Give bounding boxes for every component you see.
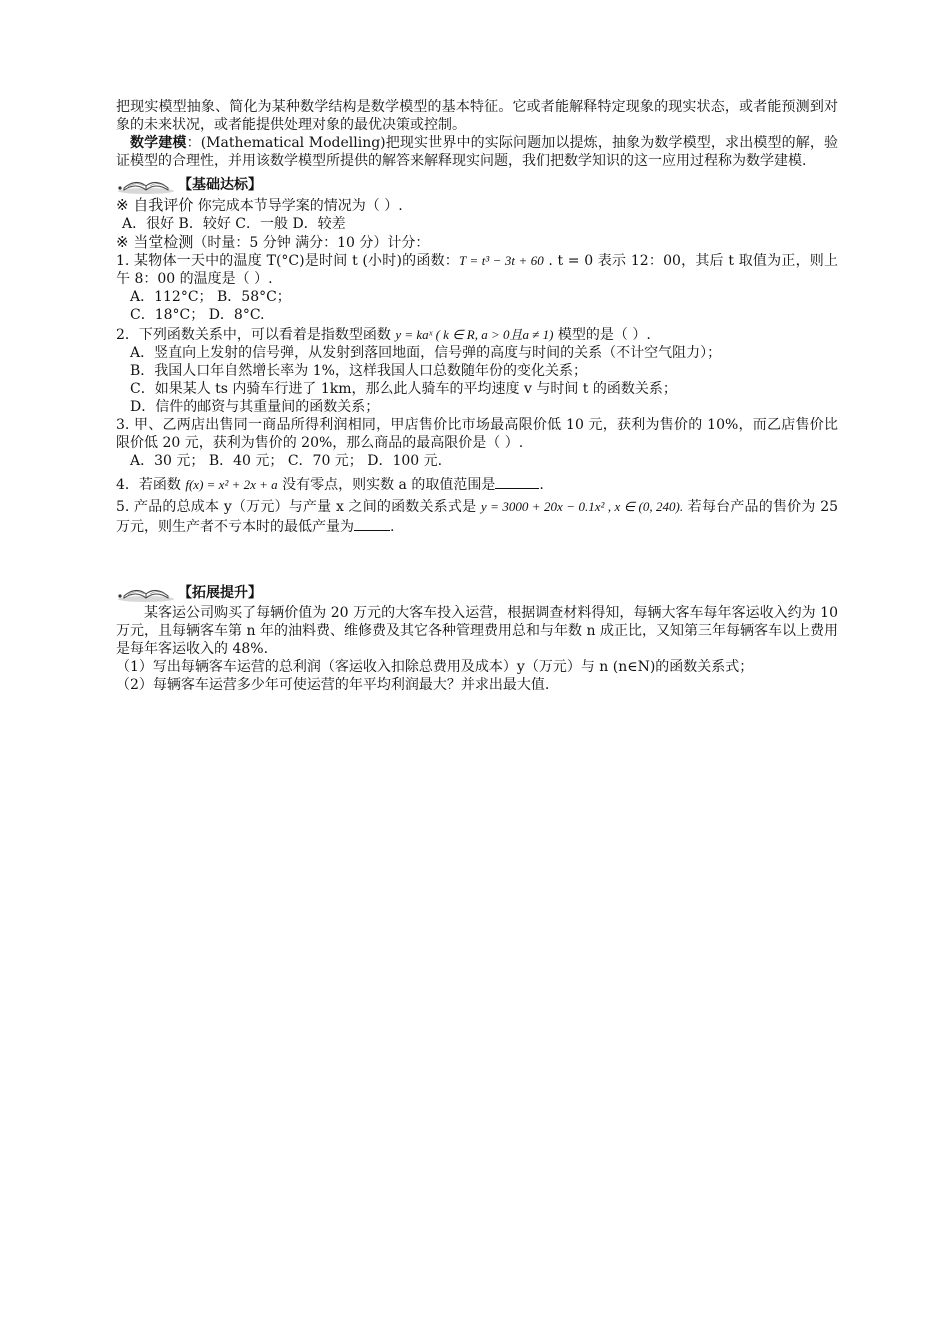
definition-term: 数学建模 — [130, 135, 187, 151]
question-5-period: . — [390, 519, 395, 535]
self-eval-options: A．很好 B．较好 C．一般 D．较差 — [122, 216, 346, 232]
question-4-period: . — [539, 477, 544, 493]
extension-part-1: （1）写出每辆客车运营的总利润（客运收入扣除总费用及成本）y（万元）与 n (n∈N)的函数关系式； — [116, 659, 754, 675]
self-eval-line — [116, 196, 838, 215]
section-title-extension: 【拓展提升】 — [178, 585, 262, 601]
question-1-text: 1. 某物体一天中的温度 T(°C)是时间 t (小时)的函数： — [116, 253, 460, 269]
question-1-formula: T = t³ − 3t + 60 — [459, 253, 544, 268]
question-5-formula: y = 3000 + 20x − 0.1x² , x ∈ (0, 240). — [480, 499, 684, 514]
self-eval-label: ※ 自我评价 — [116, 196, 194, 214]
question-5 — [116, 498, 838, 536]
question-3: 3. 甲、乙两店出售同一商品所得利润相同，甲店售价比市场最高限价低 10 元，获利为售价的 10%，而乙店售价比限价低 20 元，获利为售价的 20%，那么商品的最高限价是（ ）. — [116, 417, 838, 451]
intro-paragraph: 把现实模型抽象、简化为某种数学结构是数学模型的基本特征。它或者能解释特定现象的现实状态，或者能预测到对象的未来状况，或者能提供处理对象的最优决策或控制。 — [116, 99, 838, 133]
section-header-basic — [116, 174, 838, 196]
question-2-option-b: B．我国人口年自然增长率为 1%，这样我国人口总数随年份的变化关系； — [130, 363, 587, 379]
book-icon — [116, 582, 176, 604]
section-header-extension — [116, 582, 838, 604]
question-2-text-end: 模型的是（ ）. — [553, 327, 651, 343]
question-1 — [116, 252, 838, 288]
worksheet-page — [116, 98, 838, 694]
question-2-option-a: A．竖直向上发射的信号弹，从发射到落回地面，信号弹的高度与时间的关系（不计空气阻力）； — [130, 345, 722, 361]
extension-part-2: （2）每辆客车运营多少年可使运营的年平均利润最大？并求出最大值. — [116, 677, 550, 693]
self-eval-text: 你完成本节导学案的情况为（ ）. — [193, 198, 403, 214]
test-text: （时量：5 分钟 满分：10 分）计分： — [193, 235, 430, 251]
definition-paragraph — [116, 134, 838, 170]
test-label: ※ 当堂检测 — [116, 233, 194, 251]
question-2-option-c: C．如果某人 ts 内骑车行进了 1km，那么此人骑车的平均速度 v 与时间 t 的函数关系； — [130, 381, 677, 397]
question-2-option-d: D．信件的邮资与其重量间的函数关系； — [130, 399, 380, 415]
question-2-text: 2．下列函数关系中，可以看着是指数型函数 — [116, 327, 396, 343]
question-5-text-end: 若每台产品的售价为 25 万元，则生产者不亏本时的最低产量为 — [116, 499, 839, 535]
question-2 — [116, 326, 838, 344]
question-2-formula: y = kaˣ ( k ∈ R, a > 0且a ≠ 1) — [395, 327, 554, 342]
question-4-answer-blank[interactable] — [495, 474, 539, 489]
question-1-text-end: . t = 0 表示 12：00，其后 t 取值为正，则上午 8：00 的温度是（ ）. — [116, 253, 838, 287]
question-4-text-end: 没有零点，则实数 a 的取值范围是 — [277, 477, 496, 493]
question-3-options: A．30 元； B．40 元； C．70 元； D．100 元. — [130, 453, 443, 469]
spacer — [116, 536, 838, 578]
question-4-formula: f(x) = x² + 2x + a — [185, 477, 278, 492]
question-1-options-a: A．112°C； B．58°C； — [130, 289, 291, 305]
definition-text: ：(Mathematical Modelling)把现实世界中的实际问题加以提炼，抽象为数学模型，求出模型的解，验证模型的合理性，并用该数学模型所提供的解答来解释现实问题，我们把数学知识的这一应用过程称为数学建模. — [116, 135, 839, 169]
question-4 — [116, 474, 838, 494]
question-1-options-b: C．18°C； D．8°C. — [130, 307, 265, 323]
extension-problem: 某客运公司购买了每辆价值为 20 万元的大客车投入运营，根据调查材料得知，每辆大客车每年客运收入约为 10 万元，且每辆客车第 n 年的油料费、维修费及其它各种管理费用总和与年数 n 成正比，又知第三年每辆客车以上费用是每年客运收入的 48%. — [116, 605, 838, 657]
book-icon — [116, 174, 176, 196]
question-4-text: 4．若函数 — [116, 477, 186, 493]
question-5-text: 5. 产品的总成本 y（万元）与产量 x 之间的函数关系式是 — [116, 499, 481, 515]
test-line — [116, 233, 838, 252]
section-title-basic: 【基础达标】 — [178, 177, 262, 193]
question-5-answer-blank[interactable] — [354, 516, 390, 531]
